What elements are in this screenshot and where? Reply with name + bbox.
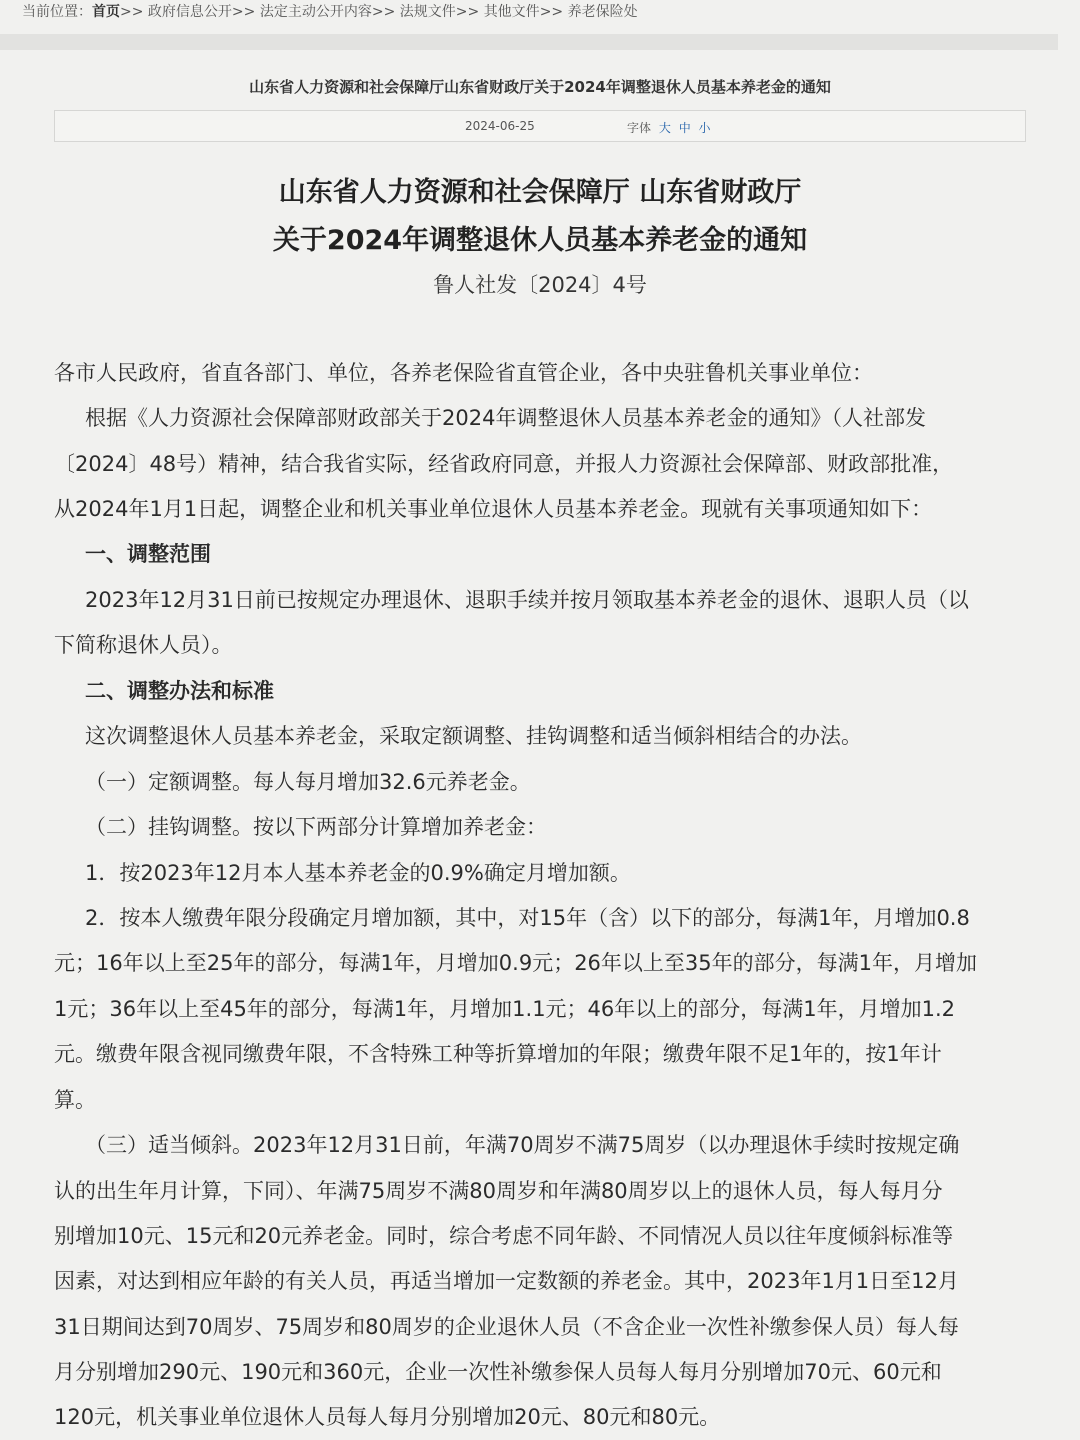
article-header-title: 山东省人力资源和社会保障厅山东省财政厅关于2024年调整退休人员基本养老金的通知 xyxy=(249,78,831,96)
body-line: （一）定额调整。每人每月增加32.6元养老金。 xyxy=(85,770,531,794)
breadcrumb-separator: >> xyxy=(371,4,400,20)
section-heading: 一、调整范围 xyxy=(85,542,211,566)
breadcrumb-separator: >> xyxy=(231,4,260,20)
article-meta-bar xyxy=(54,110,1026,142)
body-line: 31日期间达到70周岁、75周岁和80周岁的企业退休人员（不含企业一次性补缴参保人员）每人每 xyxy=(54,1315,959,1339)
breadcrumb-link-regulations[interactable]: 法规文件 xyxy=(399,4,456,20)
body-line: （二）挂钩调整。按以下两部分计算增加养老金： xyxy=(85,815,547,839)
font-size-medium-button[interactable]: 中 xyxy=(678,121,691,135)
body-line: 120元，机关事业单位退休人员每人每月分别增加20元、80元和80元。 xyxy=(54,1405,721,1429)
body-line: 2．按本人缴费年限分段确定月增加额，其中，对15年（含）以下的部分，每满1年，月增加0.8 xyxy=(85,906,970,930)
breadcrumb-link-active-disclosure[interactable]: 法定主动公开内容 xyxy=(259,4,372,20)
breadcrumb-separator: >> xyxy=(120,4,148,20)
body-line: 1元；36年以上至45年的部分，每满1年，月增加1.1元；46年以上的部分，每满1年，月增加1.2 xyxy=(54,997,956,1021)
font-size-small-button[interactable]: 小 xyxy=(698,121,711,135)
breadcrumb-home-link[interactable]: 首页 xyxy=(92,4,120,20)
body-line: 根据《人力资源社会保障部财政部关于2024年调整退休人员基本养老金的通知》（人社部发 xyxy=(85,406,926,430)
breadcrumb-separator: >> xyxy=(539,4,568,20)
body-line: 算。 xyxy=(54,1088,96,1112)
body-line: 因素，对达到相应年龄的有关人员，再适当增加一定数额的养老金。其中，2023年1月1日至12月 xyxy=(54,1269,959,1293)
breadcrumb xyxy=(22,0,638,28)
section-heading: 二、调整办法和标准 xyxy=(85,679,274,703)
top-divider-bar xyxy=(0,34,1058,50)
body-line: （三）适当倾斜。2023年12月31日前，年满70周岁不满75周岁（以办理退休手续时按规定确 xyxy=(85,1133,960,1157)
document-title-line-1: 山东省人力资源和社会保障厅 山东省财政厅 xyxy=(278,177,802,208)
breadcrumb-link-gov-info[interactable]: 政府信息公开 xyxy=(147,4,232,20)
font-size-switcher xyxy=(627,119,711,136)
publish-date: 2024-06-25 xyxy=(465,119,535,133)
document-title-line-2: 关于2024年调整退休人员基本养老金的通知 xyxy=(272,225,808,256)
body-line: 下简称退休人员）。 xyxy=(54,633,233,657)
breadcrumb-link-pension-office[interactable]: 养老保险处 xyxy=(567,4,638,20)
body-line: 认的出生年月计算，下同）、年满75周岁不满80周岁和年满80周岁以上的退休人员，每人每月分 xyxy=(54,1179,943,1203)
breadcrumb-link-other-docs[interactable]: 其他文件 xyxy=(483,4,540,20)
body-line: 1．按2023年12月本人基本养老金的0.9%确定月增加额。 xyxy=(85,861,631,885)
body-line: 〔2024〕48号）精神，结合我省实际，经省政府同意，并报人力资源社会保障部、财政部批准， xyxy=(54,452,954,476)
body-line: 别增加10元、15元和20元养老金。同时，综合考虑不同年龄、不同情况人员以往年度倾斜标准等 xyxy=(54,1224,954,1248)
document-number: 鲁人社发〔2024〕4号 xyxy=(433,273,647,297)
body-line: 元。缴费年限含视同缴费年限，不含特殊工种等折算增加的年限；缴费年限不足1年的，按1年计 xyxy=(54,1042,942,1066)
body-line: 月分别增加290元、190元和360元，企业一次性补缴参保人员每人每月分别增加70元、60元和 xyxy=(54,1360,942,1384)
breadcrumb-prefix: 当前位置： xyxy=(22,4,92,20)
breadcrumb-separator: >> xyxy=(455,4,484,20)
body-line: 元；16年以上至25年的部分，每满1年，月增加0.9元；26年以上至35年的部分，每满1年，月增加 xyxy=(54,951,978,975)
body-line: 这次调整退休人员基本养老金，采取定额调整、挂钩调整和适当倾斜相结合的办法。 xyxy=(85,724,862,748)
body-line: 从2024年1月1日起，调整企业和机关事业单位退休人员基本养老金。现就有关事项通知如下： xyxy=(54,497,933,521)
body-line: 2023年12月31日前已按规定办理退休、退职手续并按月领取基本养老金的退休、退职人员（以 xyxy=(85,588,969,612)
body-line: 各市人民政府，省直各部门、单位，各养老保险省直管企业，各中央驻鲁机关事业单位： xyxy=(54,361,873,385)
font-size-label: 字体 xyxy=(627,121,652,135)
font-size-large-button[interactable]: 大 xyxy=(658,121,671,135)
